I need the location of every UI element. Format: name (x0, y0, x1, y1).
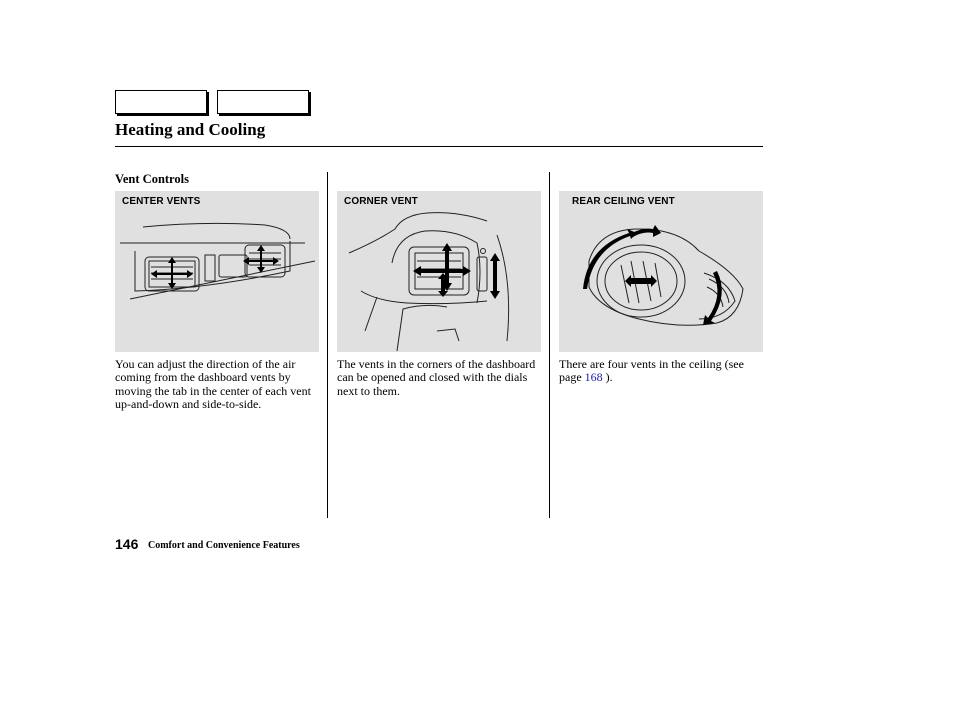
section-subhead: Vent Controls (115, 172, 189, 186)
center-vents-figure (115, 191, 319, 352)
rear-ceiling-vent-label: REAR CEILING VENT (572, 196, 675, 207)
rear-ceiling-vent-figure (559, 191, 763, 352)
column-divider-2 (549, 172, 550, 518)
column-1-text: You can adjust the direction of the air coming from the dashboard vents by moving the tab in the center of each vent up-and-down and side-to-side. (115, 357, 311, 412)
column-divider-1 (327, 172, 328, 518)
rear-ceiling-vent-illustration (559, 191, 763, 352)
corner-vent-figure (337, 191, 541, 352)
center-vents-label: CENTER VENTS (122, 196, 201, 207)
nav-tab-box-2[interactable] (217, 90, 309, 114)
section-name: Comfort and Convenience Features (148, 540, 300, 551)
corner-vent-label: CORNER VENT (344, 196, 418, 207)
center-vents-illustration (115, 191, 319, 352)
page-number: 146 (115, 536, 139, 552)
column-3-text-before: There are four vents in the ceiling (see page (559, 357, 744, 385)
corner-vent-illustration (337, 191, 541, 352)
nav-tab-box-1[interactable] (115, 90, 207, 114)
title-rule (115, 146, 763, 147)
page-168-link[interactable]: 168 (584, 370, 603, 385)
column-2-text: The vents in the corners of the dashboard can be opened and closed with the dials next to them. (337, 357, 536, 398)
column-3-text-after: ). (602, 370, 613, 385)
column-3-text (559, 358, 759, 385)
page-title: Heating and Cooling (115, 120, 266, 139)
